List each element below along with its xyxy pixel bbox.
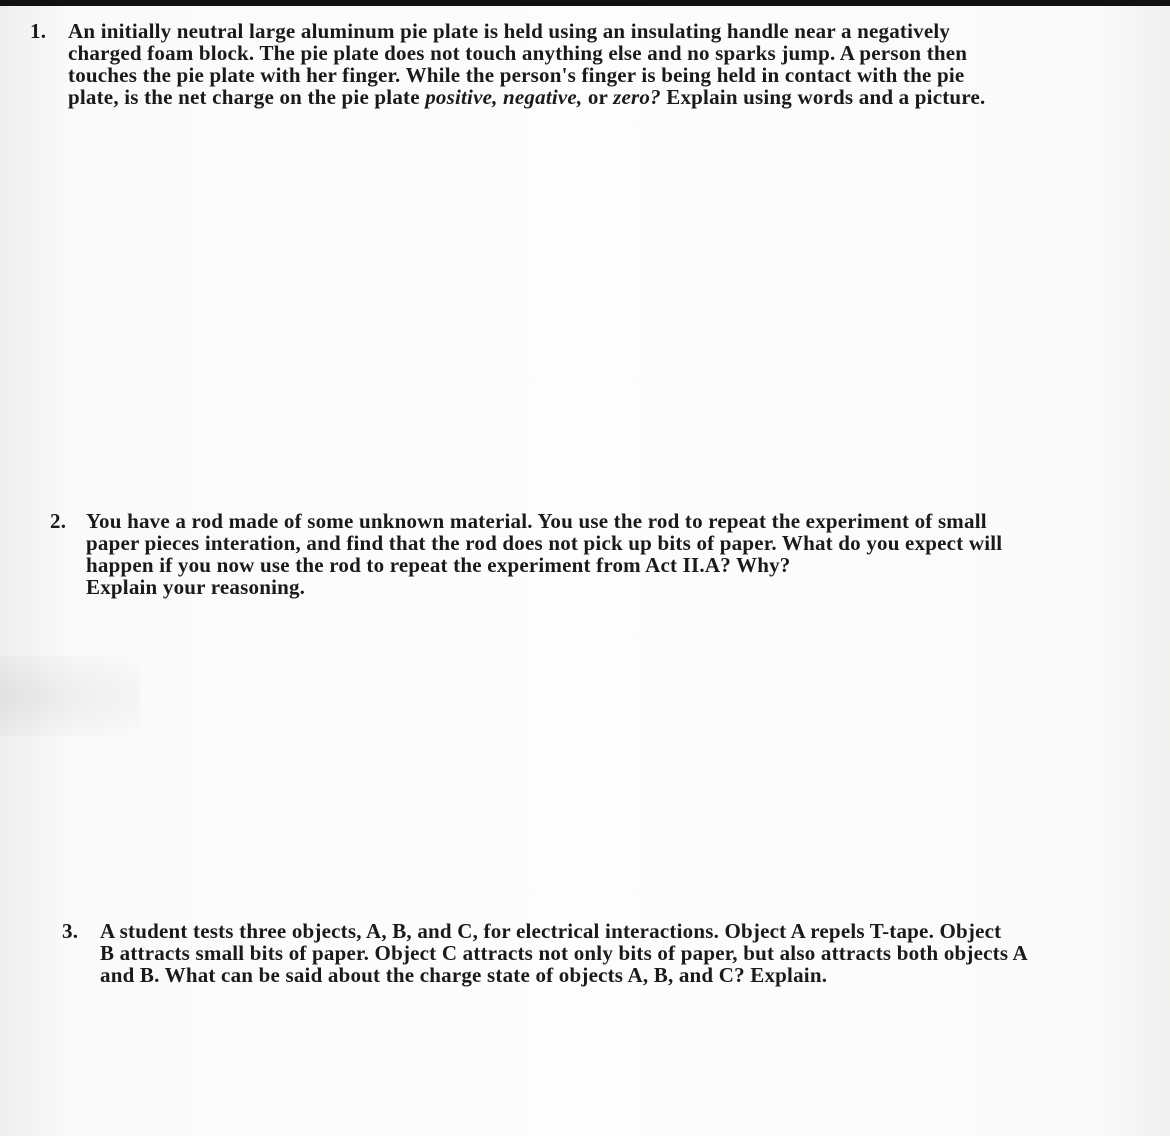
question-2 <box>50 510 1080 598</box>
question-number: 1. <box>30 19 47 43</box>
question-line: paper pieces interation, and find that the rod does not pick up bits of paper. What do you expect will <box>86 531 1003 555</box>
emphasis-options: positive, negative, <box>425 85 583 109</box>
question-text <box>100 920 1082 986</box>
question-3 <box>62 920 1082 986</box>
question-line: plate, is the net charge on the pie plate <box>68 85 426 109</box>
instruction-text: Explain using words and a picture. <box>660 85 986 109</box>
question-text <box>68 20 1120 108</box>
question-line: A student tests three objects, A, B, and C, for electrical interactions. Object A repels T-tape. Object <box>100 919 1002 943</box>
connector-text: or <box>582 85 614 109</box>
question-line-final <box>68 86 1120 108</box>
question-line: and B. What can be said about the charge state of objects A, B, and C? Explain. <box>100 963 828 987</box>
question-line: B attracts small bits of paper. Object C attracts not only bits of paper, but also attracts both objects A <box>100 941 1028 965</box>
question-line: Explain your reasoning. <box>86 575 306 599</box>
emphasis-zero: zero? <box>613 85 661 109</box>
question-number: 2. <box>50 509 67 533</box>
question-line: happen if you now use the rod to repeat the experiment from Act II.A? Why? <box>86 553 791 577</box>
paper-shadow <box>0 656 140 736</box>
question-text <box>86 510 1080 598</box>
question-number: 3. <box>62 919 79 943</box>
question-line: An initially neutral large aluminum pie plate is held using an insulating handle near a negatively <box>68 19 951 43</box>
question-line: You have a rod made of some unknown material. You use the rod to repeat the experiment of small <box>86 509 987 533</box>
question-1 <box>30 20 1120 108</box>
question-line: charged foam block. The pie plate does not touch anything else and no sparks jump. A person then <box>68 41 968 65</box>
question-line: touches the pie plate with her finger. While the person's finger is being held in contact with the pie <box>68 63 965 87</box>
